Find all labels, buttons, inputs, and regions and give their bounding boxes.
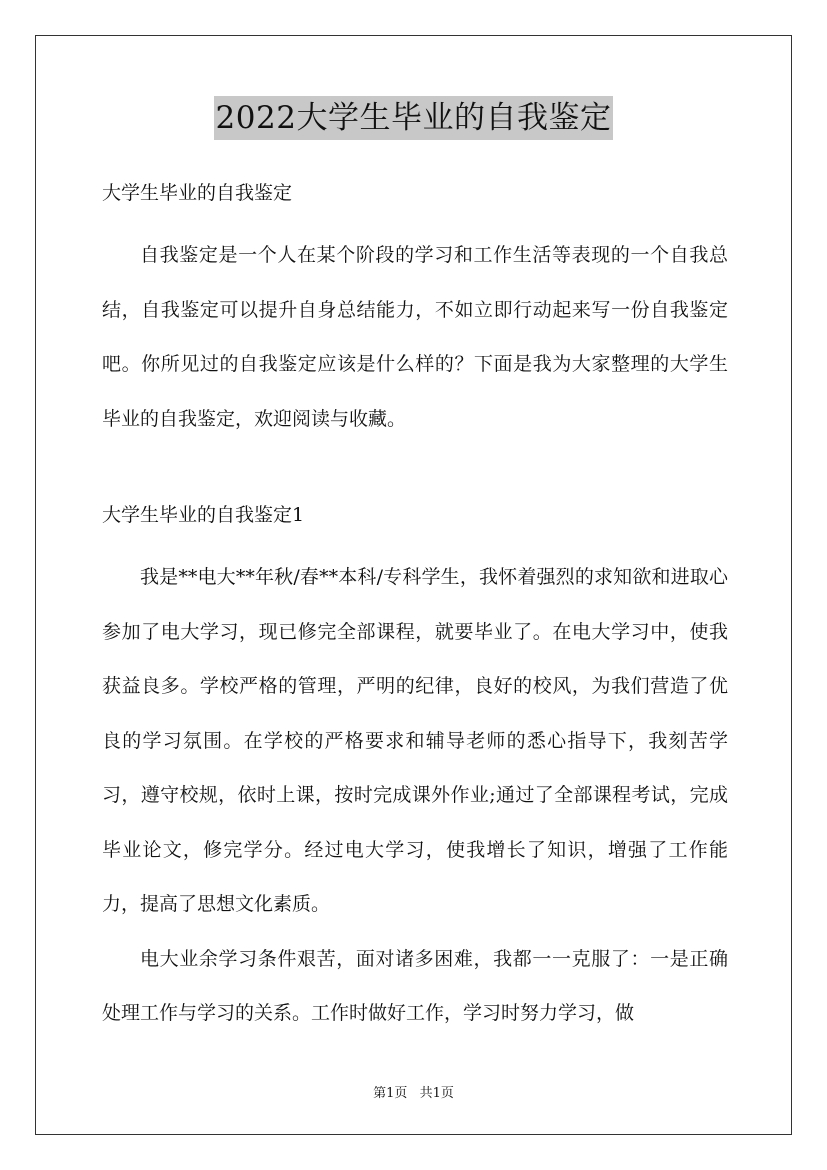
body-paragraph-2: 电大业余学习条件艰苦，面对诸多困难，我都一一克服了：一是正确处理工作与学习的关系。工作时做好工作，学习时努力学习，做 (102, 947, 728, 1024)
document-body (102, 172, 728, 1041)
document-title-wrap (0, 96, 827, 140)
intro-paragraph: 自我鉴定是一个人在某个阶段的学习和工作生活等表现的一个自我总结，自我鉴定可以提升自身总结能力，不如立即行动起来写一份自我鉴定吧。你所见过的自我鉴定应该是什么样的？下面是我为大家整理的大学生毕业的自我鉴定，欢迎阅读与收藏。 (102, 244, 728, 430)
page-number: 第1页 (373, 1086, 408, 1101)
document-title: 2022大学生毕业的自我鉴定 (214, 96, 614, 140)
section-spacer (102, 446, 728, 494)
page-total: 共1页 (419, 1086, 454, 1101)
subsection-heading: 大学生毕业的自我鉴定1 (102, 504, 305, 526)
body-paragraph-1: 我是**电大**年秋/春**本科/专科学生，我怀着强烈的求知欲和进取心参加了电大学习，现已修完全部课程，就要毕业了。在电大学习中，使我获益良多。学校严格的管理，严明的纪律，良好的校风，为我们营造了优良的学习氛围。在学校的严格要求和辅导老师的悉心指导下，我刻苦学习，遵守校规，依时上课，按时完成课外作业;通过了全部课程考试，完成毕业论文，修完学分。经过电大学习，使我增长了知识，增强了工作能力，提高了思想文化素质。 (102, 566, 728, 915)
section-heading: 大学生毕业的自我鉴定 (102, 182, 293, 204)
page-footer (0, 1082, 827, 1101)
